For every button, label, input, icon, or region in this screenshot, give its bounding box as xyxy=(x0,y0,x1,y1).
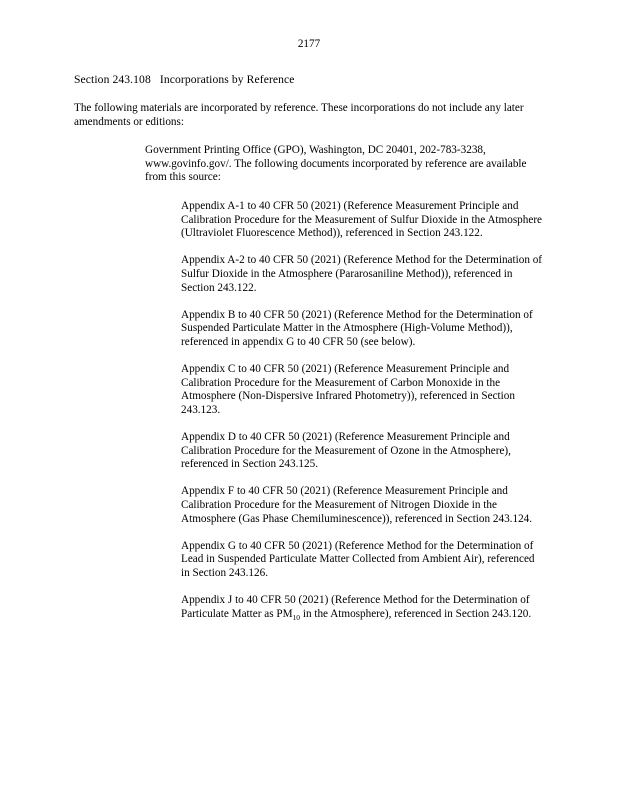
reference-list xyxy=(181,200,546,635)
reference-entry: Appendix G to 40 CFR 50 (2021) (Reference Method for the Determination of Lead in Suspended Particulate Matter Collected from Ambient Air), referenced in Section 243.126. xyxy=(181,539,535,580)
section-number: Section 243.108 xyxy=(74,73,151,86)
pm-subscript: 10 xyxy=(292,613,301,623)
section-heading xyxy=(74,73,295,87)
intro-paragraph: The following materials are incorporated by reference. These incorporations do not include any later amendments or editions: xyxy=(74,102,524,128)
source-paragraph: Government Printing Office (GPO), Washington, DC 20401, 202-783-3238, www.govinfo.gov/. The following documents incorporated by reference are available from this source: xyxy=(145,144,527,184)
reference-entry: Appendix B to 40 CFR 50 (2021) (Reference Method for the Determination of Suspended Particulate Matter in the Atmosphere (High-Volume Method)), referenced in appendix G to 40 CFR 50 (see below). xyxy=(181,308,533,348)
reference-entry: Appendix C to 40 CFR 50 (2021) (Reference Measurement Principle and Calibration Procedure for the Measurement of Carbon Monoxide in the Atmosphere (Non-Dispersive Infrared Photometry)), referenced in Section 243.123. xyxy=(181,363,515,416)
reference-entry-text-end: in the Atmosphere), referenced in Section 243.120. xyxy=(300,607,532,620)
reference-entry: Appendix F to 40 CFR 50 (2021) (Reference Measurement Principle and Calibration Procedure for the Measurement of Nitrogen Dioxide in the Atmosphere (Gas Phase Chemiluminescence)), referenced in Section 243.124. xyxy=(181,485,533,525)
reference-entry: Appendix A-1 to 40 CFR 50 (2021) (Reference Measurement Principle and Calibration Procedure for the Measurement of Sulfur Dioxide in the Atmosphere (Ultraviolet Fluorescence Method)), referenced in Section 243.122. xyxy=(181,200,543,240)
reference-entry: Appendix D to 40 CFR 50 (2021) (Reference Measurement Principle and Calibration Procedure for the Measurement of Ozone in the Atmosphere), referenced in Section 243.125. xyxy=(181,431,511,471)
reference-entry-last xyxy=(181,594,546,621)
reference-entry-text: Appendix J to 40 CFR 50 (2021) (Reference Method for the Determination of Particulate Matter as PM xyxy=(181,594,530,620)
reference-entry: Appendix A-2 to 40 CFR 50 (2021) (Reference Method for the Determination of Sulfur Dioxide in the Atmosphere (Pararosaniline Method)), referenced in Section 243.122. xyxy=(181,254,543,294)
page-number: 2177 xyxy=(297,38,321,50)
section-title: Incorporations by Reference xyxy=(159,73,295,86)
